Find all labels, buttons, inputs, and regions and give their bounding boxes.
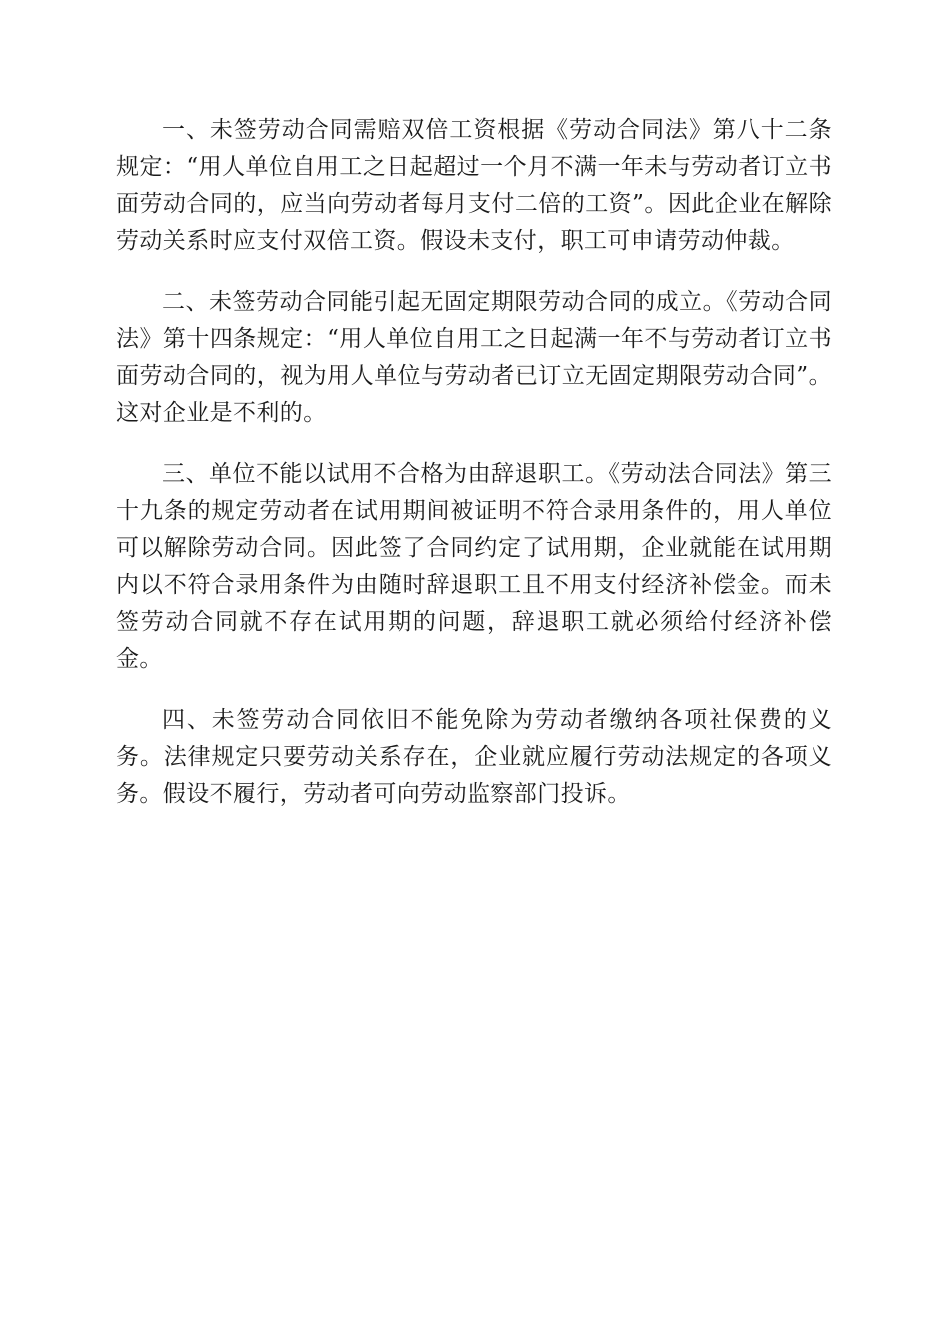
paragraph-3: 三、单位不能以试用不合格为由辞退职工。《劳动法合同法》第三十九条的规定劳动者在试用期间被证明不符合录用条件的，用人单位可以解除劳动合同。因此签了合同约定了试用期，企业就能在试用期内以不符合录用条件为由随时辞退职工且不用支付经济补偿金。而未签劳动合同就不存在试用期的问题，辞退职工就必须给付经济补偿金。 [116, 461, 832, 672]
document-body [116, 112, 832, 837]
paragraph-2: 二、未签劳动合同能引起无固定期限劳动合同的成立。《劳动合同法》第十四条规定：“用人单位自用工之日起满一年不与劳动者订立书面劳动合同的，视为用人单位与劳动者已订立无固定期限劳动合同”。这对企业是不利的。 [116, 289, 832, 426]
paragraph-1: 一、未签劳动合同需赔双倍工资根据《劳动合同法》第八十二条规定：“用人单位自用工之日起超过一个月不满一年未与劳动者订立书面劳动合同的，应当向劳动者每月支付二倍的工资”。因此企业在解除劳动关系时应支付双倍工资。假设未支付，职工可申请劳动仲裁。 [116, 117, 832, 254]
paragraph-4: 四、未签劳动合同依旧不能免除为劳动者缴纳各项社保费的义务。法律规定只要劳动关系存在，企业就应履行劳动法规定的各项义务。假设不履行，劳动者可向劳动监察部门投诉。 [116, 707, 832, 807]
